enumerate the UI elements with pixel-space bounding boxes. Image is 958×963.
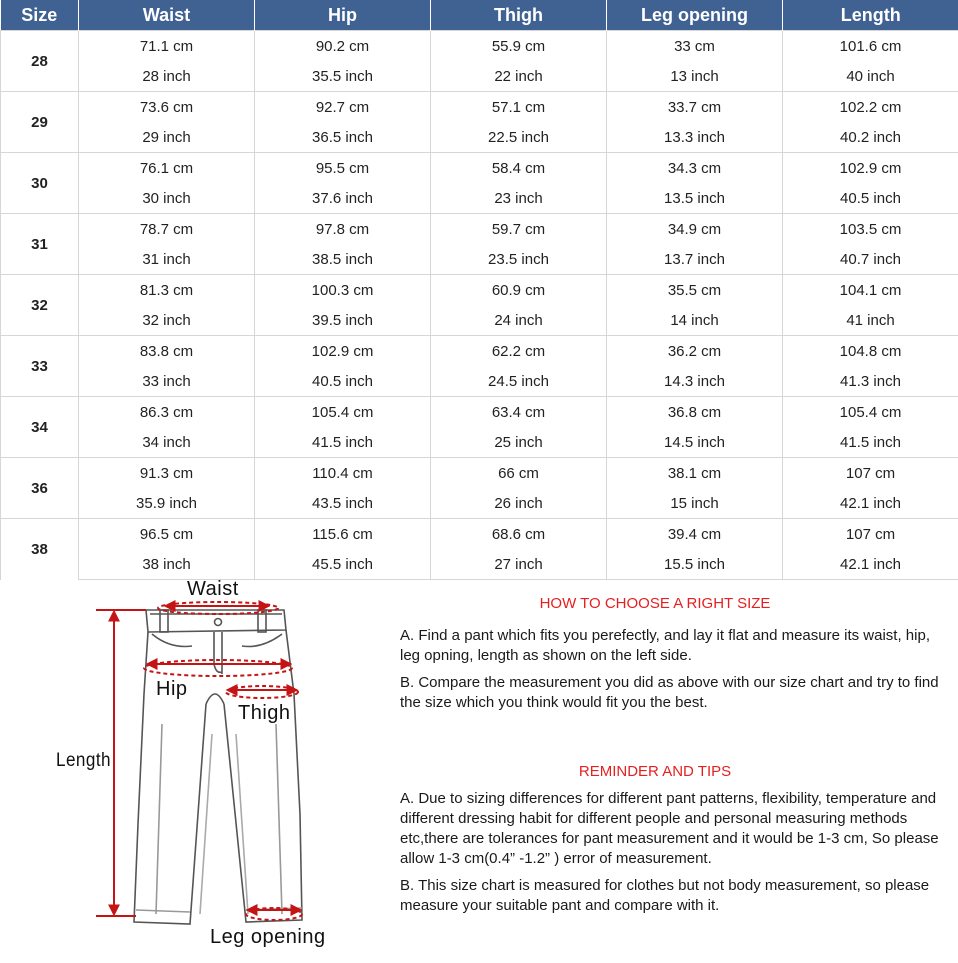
cm-cell: 78.7 cm <box>79 214 255 245</box>
inch-cell: 34 inch <box>79 427 255 458</box>
cm-cell: 66 cm <box>431 458 607 489</box>
inch-cell: 35.9 inch <box>79 488 255 519</box>
tips-paragraph-a: A. Due to sizing differences for different pant patterns, flexibility, temperature and different dressing habit for different people and personal measuring methods etc,there are tolerances for pant measurement and it would be 1-3 cm, So please allow 1-3 cm(0.4” -1.2” ) error of measurement. <box>400 789 948 869</box>
inch-cell: 41.3 inch <box>783 366 958 397</box>
cm-cell: 57.1 cm <box>431 92 607 123</box>
inch-cell: 40 inch <box>783 61 958 92</box>
how-to-paragraph-a: A. Find a pant which fits you perefectly, and lay it flat and measure its waist, hip, leg opning, length as shown on the left side. <box>400 626 948 666</box>
cm-cell: 71.1 cm <box>79 31 255 62</box>
cm-cell: 60.9 cm <box>431 275 607 306</box>
inch-cell: 43.5 inch <box>255 488 431 519</box>
cm-cell: 102.9 cm <box>783 153 958 184</box>
inch-cell: 41.5 inch <box>255 427 431 458</box>
inch-cell: 15 inch <box>607 488 783 519</box>
inch-cell: 37.6 inch <box>255 183 431 214</box>
inch-cell: 13.5 inch <box>607 183 783 214</box>
inch-cell: 38.5 inch <box>255 244 431 275</box>
inch-cell: 29 inch <box>79 122 255 153</box>
inch-cell: 38 inch <box>79 549 255 580</box>
cm-cell: 100.3 cm <box>255 275 431 306</box>
size-cell: 36 <box>1 458 79 519</box>
cm-cell: 39.4 cm <box>607 519 783 550</box>
inch-cell: 14.5 inch <box>607 427 783 458</box>
inch-cell: 40.5 inch <box>783 183 958 214</box>
table-row <box>1 183 958 214</box>
table-row <box>1 31 958 62</box>
inch-cell: 27 inch <box>431 549 607 580</box>
table-row <box>1 519 958 550</box>
cm-cell: 35.5 cm <box>607 275 783 306</box>
hip-label: Hip <box>156 678 188 701</box>
size-cell: 38 <box>1 519 79 580</box>
size-cell: 33 <box>1 336 79 397</box>
cm-cell: 36.8 cm <box>607 397 783 428</box>
inch-cell: 41.5 inch <box>783 427 958 458</box>
cm-cell: 105.4 cm <box>783 397 958 428</box>
header-hip: Hip <box>255 0 431 31</box>
header-waist: Waist <box>79 0 255 31</box>
table-row <box>1 122 958 153</box>
tips-paragraph-b: B. This size chart is measured for clothes but not body measurement, so please measure your suitable pant and compare with it. <box>400 876 948 916</box>
leg-opening-label: Leg opening <box>210 926 326 949</box>
table-row <box>1 244 958 275</box>
inch-cell: 35.5 inch <box>255 61 431 92</box>
inch-cell: 22.5 inch <box>431 122 607 153</box>
cm-cell: 115.6 cm <box>255 519 431 550</box>
inch-cell: 14 inch <box>607 305 783 336</box>
cm-cell: 68.6 cm <box>431 519 607 550</box>
table-row <box>1 153 958 184</box>
header-leg-opening: Leg opening <box>607 0 783 31</box>
table-row <box>1 366 958 397</box>
table-row <box>1 427 958 458</box>
cm-cell: 95.5 cm <box>255 153 431 184</box>
cm-cell: 91.3 cm <box>79 458 255 489</box>
cm-cell: 92.7 cm <box>255 92 431 123</box>
table-row <box>1 305 958 336</box>
inch-cell: 32 inch <box>79 305 255 336</box>
inch-cell: 40.2 inch <box>783 122 958 153</box>
cm-cell: 97.8 cm <box>255 214 431 245</box>
inch-cell: 42.1 inch <box>783 549 958 580</box>
size-cell: 30 <box>1 153 79 214</box>
inch-cell: 39.5 inch <box>255 305 431 336</box>
size-cell: 28 <box>1 31 79 92</box>
inch-cell: 36.5 inch <box>255 122 431 153</box>
tips-title: REMINDER AND TIPS <box>400 763 910 780</box>
inch-cell: 30 inch <box>79 183 255 214</box>
inch-cell: 23.5 inch <box>431 244 607 275</box>
header-size: Size <box>1 0 79 31</box>
inch-cell: 40.7 inch <box>783 244 958 275</box>
table-row <box>1 336 958 367</box>
inch-cell: 13 inch <box>607 61 783 92</box>
inch-cell: 13.3 inch <box>607 122 783 153</box>
table-row <box>1 275 958 306</box>
table-row <box>1 214 958 245</box>
inch-cell: 28 inch <box>79 61 255 92</box>
how-to-paragraph-b: B. Compare the measurement you did as above with our size chart and try to find the size which you think would fit you the best. <box>400 673 948 713</box>
cm-cell: 62.2 cm <box>431 336 607 367</box>
inch-cell: 41 inch <box>783 305 958 336</box>
cm-cell: 81.3 cm <box>79 275 255 306</box>
pants-outline <box>134 610 302 924</box>
cm-cell: 90.2 cm <box>255 31 431 62</box>
inch-cell: 25 inch <box>431 427 607 458</box>
cm-cell: 63.4 cm <box>431 397 607 428</box>
size-cell: 29 <box>1 92 79 153</box>
cm-cell: 107 cm <box>783 519 958 550</box>
cm-cell: 38.1 cm <box>607 458 783 489</box>
cm-cell: 102.9 cm <box>255 336 431 367</box>
inch-cell: 45.5 inch <box>255 549 431 580</box>
cm-cell: 104.8 cm <box>783 336 958 367</box>
cm-cell: 58.4 cm <box>431 153 607 184</box>
cm-cell: 76.1 cm <box>79 153 255 184</box>
header-length: Length <box>783 0 958 31</box>
cm-cell: 102.2 cm <box>783 92 958 123</box>
cm-cell: 105.4 cm <box>255 397 431 428</box>
length-label: Length <box>56 750 111 772</box>
table-row <box>1 458 958 489</box>
waist-label: Waist <box>187 578 239 601</box>
cm-cell: 73.6 cm <box>79 92 255 123</box>
cm-cell: 33.7 cm <box>607 92 783 123</box>
cm-cell: 107 cm <box>783 458 958 489</box>
inch-cell: 24 inch <box>431 305 607 336</box>
cm-cell: 34.9 cm <box>607 214 783 245</box>
how-to-title: HOW TO CHOOSE A RIGHT SIZE <box>400 595 910 612</box>
cm-cell: 96.5 cm <box>79 519 255 550</box>
inch-cell: 31 inch <box>79 244 255 275</box>
table-row <box>1 488 958 519</box>
header-thigh: Thigh <box>431 0 607 31</box>
size-cell: 31 <box>1 214 79 275</box>
size-cell: 34 <box>1 397 79 458</box>
inch-cell: 15.5 inch <box>607 549 783 580</box>
inch-cell: 24.5 inch <box>431 366 607 397</box>
table-row <box>1 92 958 123</box>
cm-cell: 86.3 cm <box>79 397 255 428</box>
inch-cell: 14.3 inch <box>607 366 783 397</box>
table-row <box>1 61 958 92</box>
cm-cell: 83.8 cm <box>79 336 255 367</box>
cm-cell: 103.5 cm <box>783 214 958 245</box>
inch-cell: 13.7 inch <box>607 244 783 275</box>
cm-cell: 34.3 cm <box>607 153 783 184</box>
pants-diagram <box>0 574 380 958</box>
cm-cell: 110.4 cm <box>255 458 431 489</box>
cm-cell: 101.6 cm <box>783 31 958 62</box>
inch-cell: 23 inch <box>431 183 607 214</box>
inch-cell: 40.5 inch <box>255 366 431 397</box>
cm-cell: 33 cm <box>607 31 783 62</box>
table-header-row <box>1 0 958 31</box>
cm-cell: 36.2 cm <box>607 336 783 367</box>
inch-cell: 22 inch <box>431 61 607 92</box>
size-cell: 32 <box>1 275 79 336</box>
cm-cell: 59.7 cm <box>431 214 607 245</box>
measure-lines <box>96 602 302 920</box>
cm-cell: 104.1 cm <box>783 275 958 306</box>
inch-cell: 33 inch <box>79 366 255 397</box>
inch-cell: 26 inch <box>431 488 607 519</box>
cm-cell: 55.9 cm <box>431 31 607 62</box>
thigh-label: Thigh <box>238 702 291 725</box>
table-row <box>1 397 958 428</box>
inch-cell: 42.1 inch <box>783 488 958 519</box>
